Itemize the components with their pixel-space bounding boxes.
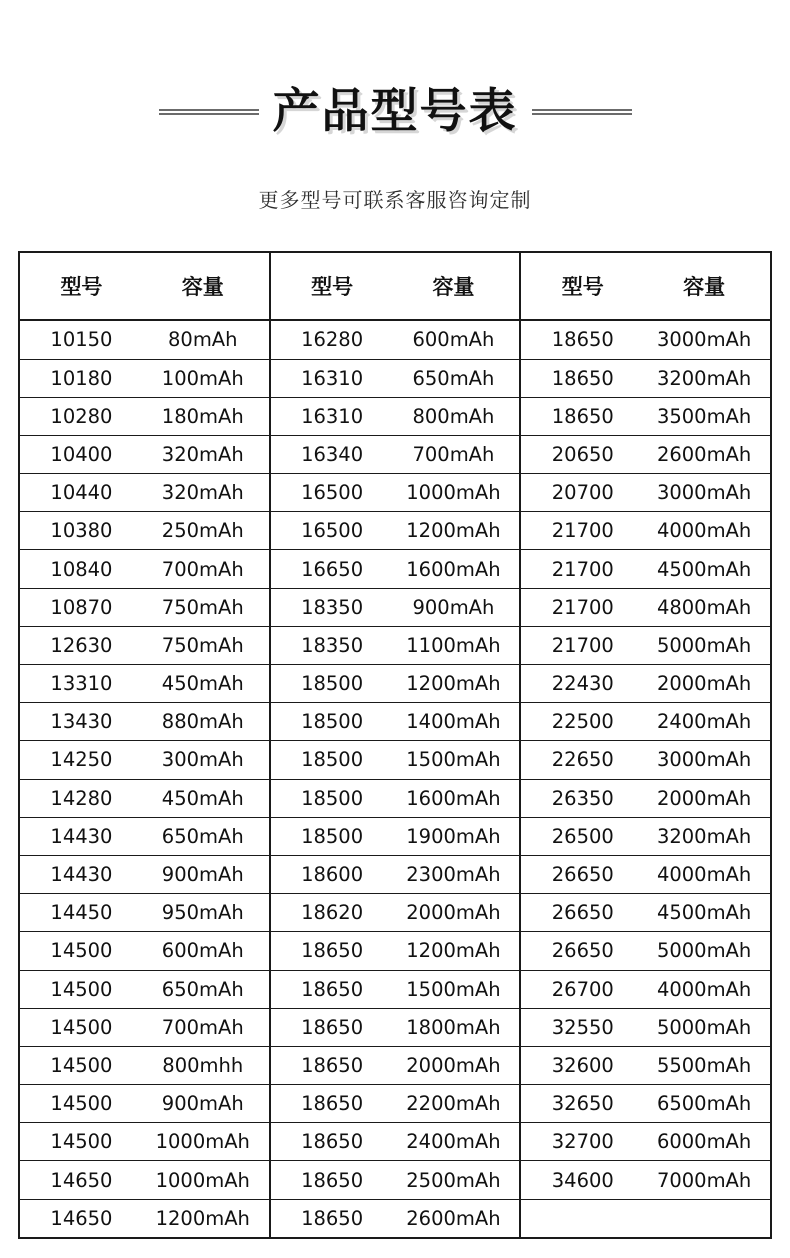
cell-capacity: 180mAh [161,404,244,428]
cell-model: 10840 [50,557,113,581]
cell-model: 16650 [301,557,364,581]
cell-model: 14500 [50,1053,113,1077]
cell-capacity: 4000mAh [656,977,752,1001]
cell-model: 14450 [50,901,113,925]
table-row [521,474,770,512]
cell-model: 14500 [50,1130,113,1154]
cell-model: 10870 [50,595,113,619]
title-rule-right-decoration [532,109,632,115]
cell-capacity: 600mAh [412,328,495,352]
cell-capacity: 900mAh [161,1092,244,1116]
cell-capacity: 4000mAh [656,863,752,887]
cell-model: 10400 [50,442,113,466]
table-row [20,665,269,703]
title-rule-left-decoration [159,109,259,115]
table-row [271,1009,520,1047]
cell-capacity: 2600mAh [656,442,752,466]
cell-model: 21700 [551,633,614,657]
cell-model: 18600 [301,863,364,887]
cell-model: 14430 [50,863,113,887]
table-row [20,818,269,856]
table-row [521,818,770,856]
cell-capacity: 1200mAh [406,672,501,696]
cell-capacity: 4500mAh [656,557,752,581]
column-header-model: 型号 [60,275,103,300]
table-row [20,474,269,512]
cell-model: 18350 [301,633,364,657]
table-row [271,1161,520,1199]
table-row [521,932,770,970]
table-row [521,550,770,588]
cell-capacity: 650mAh [161,824,244,848]
cell-capacity: 2500mAh [406,1168,501,1192]
cell-model: 10440 [50,481,113,505]
table-row [271,856,520,894]
cell-model: 14250 [50,748,113,772]
cell-capacity: 320mAh [161,481,244,505]
cell-capacity: 1400mAh [406,710,501,734]
table-row [521,1085,770,1123]
table-row [271,589,520,627]
table-row [20,780,269,818]
cell-capacity: 4500mAh [656,901,752,925]
table-row [20,894,269,932]
cell-capacity: 300mAh [161,748,244,772]
table-row [20,398,269,436]
cell-capacity: 1500mAh [406,748,501,772]
cell-capacity: 600mAh [161,939,244,963]
cell-model: 13430 [50,710,113,734]
cell-model: 18650 [551,366,614,390]
cell-model: 14500 [50,1015,113,1039]
cell-capacity: 450mAh [161,672,244,696]
cell-capacity: 2600mAh [406,1206,501,1230]
table-row [271,398,520,436]
table-column-3 [519,253,770,1237]
cell-model: 14500 [50,1092,113,1116]
cell-model: 14500 [50,939,113,963]
table-row [521,856,770,894]
table-row [521,1161,770,1199]
cell-model: 32600 [551,1053,614,1077]
table-row [20,1161,269,1199]
cell-capacity: 5000mAh [656,1015,752,1039]
table-row [271,627,520,665]
cell-model: 26650 [551,901,614,925]
cell-model: 10280 [50,404,113,428]
cell-model: 14280 [50,786,113,810]
cell-capacity: 700mAh [412,442,495,466]
cell-capacity: 2300mAh [406,863,501,887]
table-row [521,703,770,741]
table-row [20,360,269,398]
table-row [271,1047,520,1085]
cell-capacity: 1000mAh [155,1168,250,1192]
cell-model: 14430 [50,824,113,848]
cell-model: 18650 [301,977,364,1001]
table-row [271,512,520,550]
cell-model: 21700 [551,557,614,581]
column-rows [521,321,770,1237]
table-row [521,321,770,359]
table-column-2 [269,253,520,1237]
table-row [271,971,520,1009]
table-row [271,741,520,779]
cell-capacity: 1200mAh [406,939,501,963]
cell-capacity: 3000mAh [656,328,752,352]
table-row [521,1200,770,1237]
table-row [271,894,520,932]
column-header-capacity: 容量 [432,275,475,300]
cell-capacity: 2400mAh [656,710,752,734]
table-row [271,436,520,474]
cell-model: 18650 [551,328,614,352]
cell-model: 26650 [551,939,614,963]
cell-capacity: 1600mAh [406,786,501,810]
cell-capacity: 2000mAh [656,786,752,810]
cell-capacity: 700mAh [161,557,244,581]
cell-model: 26650 [551,863,614,887]
table-row [521,1047,770,1085]
cell-capacity: 900mAh [161,863,244,887]
cell-model: 12630 [50,633,113,657]
cell-capacity: 2000mAh [406,1053,501,1077]
column-rows [20,321,269,1237]
cell-capacity: 80mAh [168,328,238,352]
table-row [521,627,770,665]
table-row [20,1085,269,1123]
table-row [20,589,269,627]
cell-model: 18350 [301,595,364,619]
table-row [521,894,770,932]
cell-capacity: 6000mAh [656,1130,752,1154]
cell-model: 22430 [551,672,614,696]
table-row [271,703,520,741]
cell-capacity: 650mAh [412,366,495,390]
table-row [20,436,269,474]
cell-capacity: 1000mAh [406,481,501,505]
cell-model: 18500 [301,824,364,848]
cell-capacity: 1600mAh [406,557,501,581]
table-row [20,550,269,588]
cell-capacity: 250mAh [161,519,244,543]
table-row [20,932,269,970]
cell-capacity: 5500mAh [656,1053,752,1077]
table-row [271,932,520,970]
cell-capacity: 900mAh [412,595,495,619]
cell-capacity: 2200mAh [406,1092,501,1116]
table-row [271,665,520,703]
table-row [521,360,770,398]
page-header [0,0,790,213]
table-row [271,360,520,398]
table-column-1 [20,253,269,1237]
title-row [0,56,790,168]
cell-capacity: 650mAh [161,977,244,1001]
model-table [18,251,772,1239]
cell-capacity: 320mAh [161,442,244,466]
cell-model: 16340 [301,442,364,466]
cell-model: 18650 [301,1053,364,1077]
table-row [521,436,770,474]
cell-model: 22500 [551,710,614,734]
cell-capacity: 3200mAh [656,824,752,848]
cell-capacity: 2000mAh [406,901,501,925]
column-header-model: 型号 [561,275,604,300]
table-row [271,550,520,588]
cell-model: 16500 [301,481,364,505]
table-row [271,321,520,359]
cell-model: 18650 [301,1015,364,1039]
cell-capacity: 1200mAh [155,1206,250,1230]
cell-model: 32550 [551,1015,614,1039]
table-row [521,1123,770,1161]
cell-capacity: 5000mAh [656,939,752,963]
table-row [20,1047,269,1085]
cell-model: 32700 [551,1130,614,1154]
cell-capacity: 3500mAh [656,404,752,428]
cell-model: 22650 [551,748,614,772]
cell-model: 21700 [551,519,614,543]
cell-capacity: 2400mAh [406,1130,501,1154]
bottom-edge [0,1242,790,1258]
cell-capacity: 800mAh [412,404,495,428]
cell-capacity: 1900mAh [406,824,501,848]
cell-model: 20650 [551,442,614,466]
cell-capacity: 1200mAh [406,519,501,543]
cell-model: 18500 [301,748,364,772]
cell-capacity: 7000mAh [656,1168,752,1192]
cell-capacity: 3200mAh [656,366,752,390]
table-row [20,1009,269,1047]
cell-capacity: 700mAh [161,1015,244,1039]
cell-model: 18620 [301,901,364,925]
table-row [521,665,770,703]
cell-model: 14650 [50,1168,113,1192]
table-row [521,780,770,818]
cell-capacity: 4000mAh [656,519,752,543]
cell-capacity: 750mAh [161,595,244,619]
cell-model: 32650 [551,1092,614,1116]
table-row [521,589,770,627]
cell-capacity: 800mhh [162,1053,244,1077]
table-row [20,512,269,550]
table-row [271,1200,520,1237]
table-row [271,1085,520,1123]
table-row [271,818,520,856]
table-row [521,971,770,1009]
page-subtitle: 更多型号可联系客服咨询定制 [258,188,532,213]
table-row [20,1123,269,1161]
cell-capacity: 6500mAh [656,1092,752,1116]
cell-model: 26350 [551,786,614,810]
cell-model: 26700 [551,977,614,1001]
cell-model: 16280 [301,328,364,352]
table-row [20,1200,269,1237]
table-row [521,398,770,436]
cell-capacity: 1000mAh [155,1130,250,1154]
column-header-capacity: 容量 [181,275,224,300]
cell-model: 21700 [551,595,614,619]
table-row [20,741,269,779]
cell-model: 18650 [301,939,364,963]
cell-model: 16310 [301,366,364,390]
column-rows [271,321,520,1237]
cell-model: 14500 [50,977,113,1001]
table-row [20,971,269,1009]
table-row [20,321,269,359]
table-row [271,780,520,818]
table-row [521,1009,770,1047]
column-header [521,253,770,321]
cell-model: 18500 [301,672,364,696]
cell-model: 20700 [551,481,614,505]
cell-capacity: 1500mAh [406,977,501,1001]
cell-model: 14650 [50,1206,113,1230]
cell-model: 18500 [301,786,364,810]
column-header [271,253,520,321]
cell-model: 26500 [551,824,614,848]
cell-capacity: 1800mAh [406,1015,501,1039]
cell-model: 34600 [551,1168,614,1192]
cell-capacity: 100mAh [161,366,244,390]
cell-model: 18650 [301,1206,364,1230]
cell-model: 18650 [301,1168,364,1192]
page-title: 产品型号表 [272,84,518,140]
table-row [20,627,269,665]
table-row [271,474,520,512]
table-row [521,512,770,550]
cell-model: 16310 [301,404,364,428]
cell-capacity: 3000mAh [656,748,752,772]
cell-model: 13310 [50,672,113,696]
cell-model: 18650 [301,1130,364,1154]
cell-capacity: 450mAh [161,786,244,810]
cell-capacity: 1100mAh [406,633,501,657]
column-header [20,253,269,321]
table-row [521,741,770,779]
table-row [20,856,269,894]
cell-capacity: 880mAh [161,710,244,734]
cell-model: 10180 [50,366,113,390]
cell-model: 16500 [301,519,364,543]
cell-capacity: 4800mAh [656,595,752,619]
cell-capacity: 2000mAh [656,672,752,696]
table-row [20,703,269,741]
cell-model: 10150 [50,328,113,352]
cell-capacity: 750mAh [161,633,244,657]
cell-model: 10380 [50,519,113,543]
cell-capacity: 3000mAh [656,481,752,505]
cell-model: 18650 [301,1092,364,1116]
cell-capacity: 5000mAh [656,633,752,657]
cell-model: 18500 [301,710,364,734]
column-header-capacity: 容量 [683,275,726,300]
cell-model: 18650 [551,404,614,428]
cell-capacity: 950mAh [161,901,244,925]
table-row [271,1123,520,1161]
column-header-model: 型号 [311,275,354,300]
